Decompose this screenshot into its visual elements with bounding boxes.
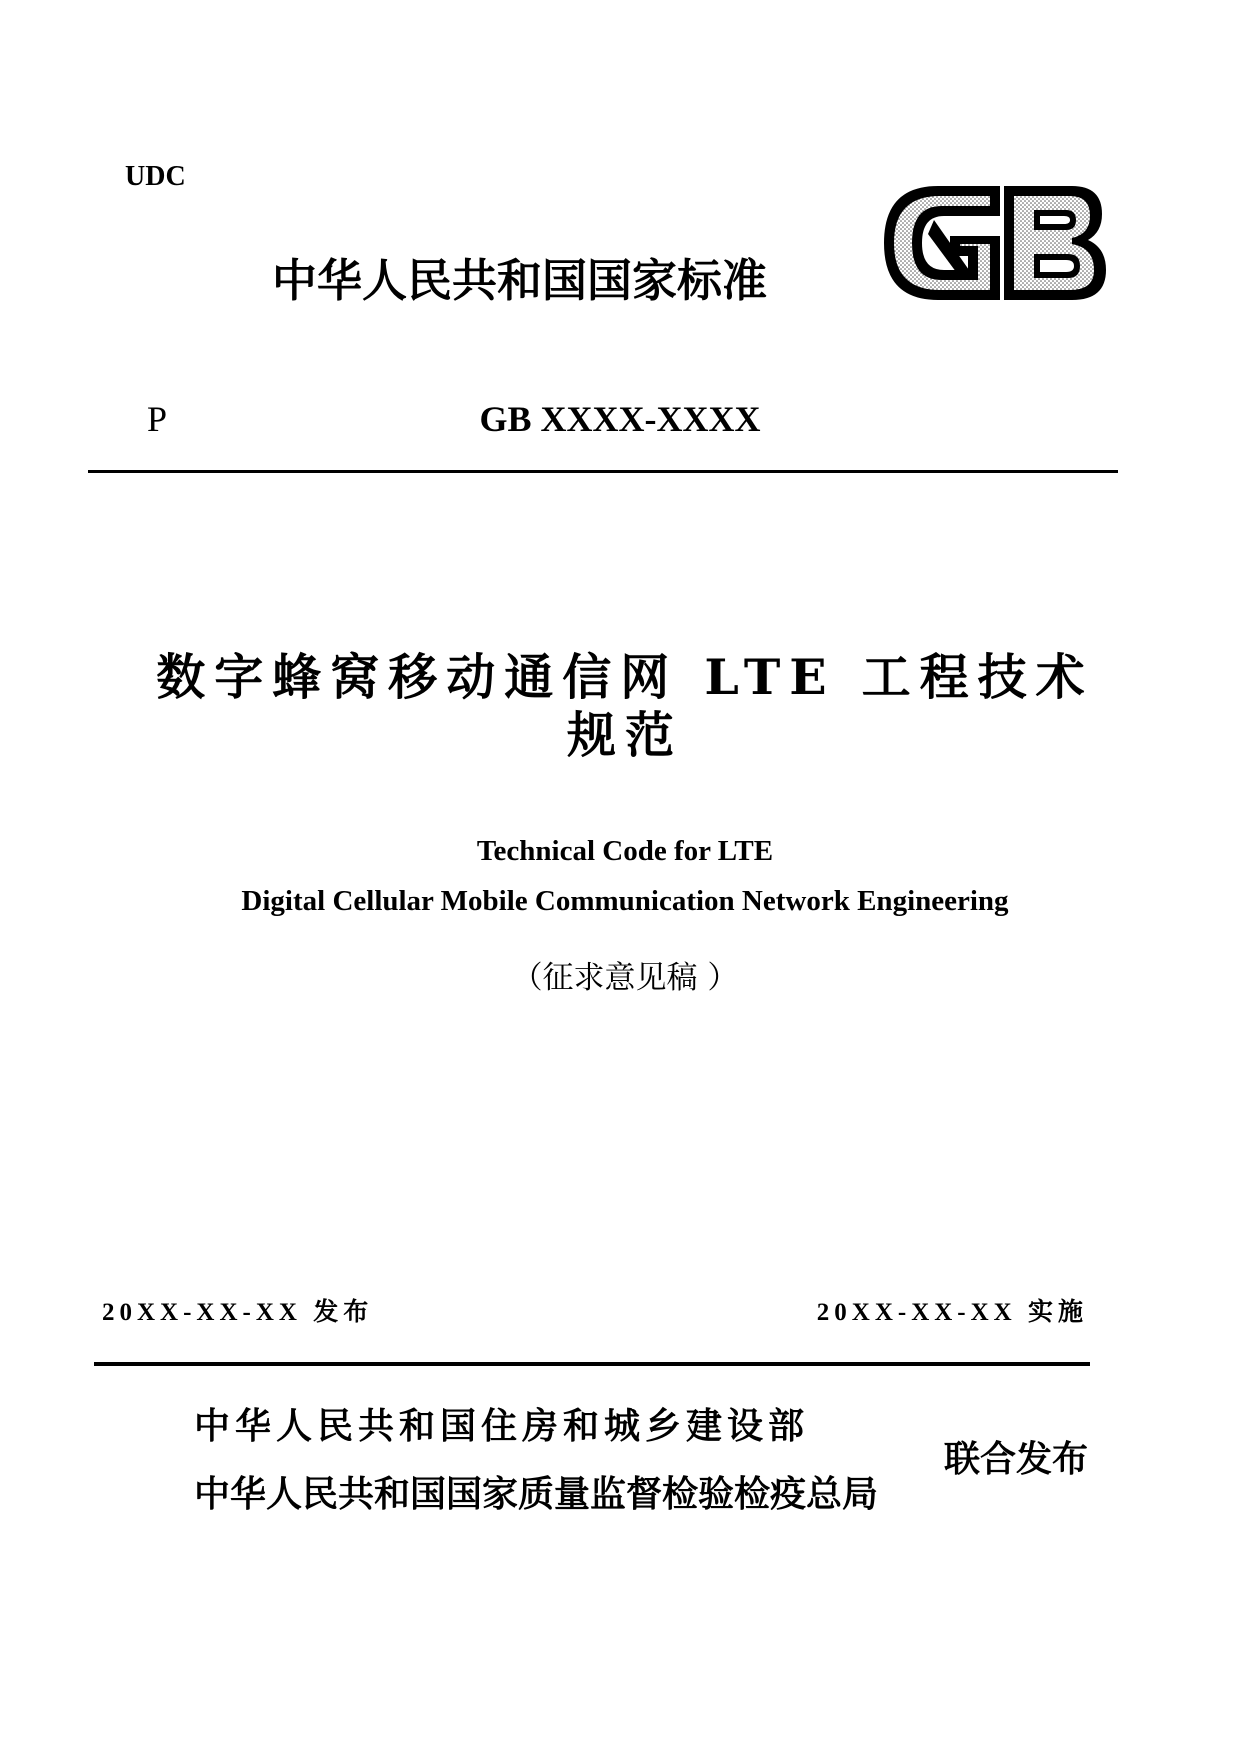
udc-label: UDC xyxy=(125,161,186,192)
gb-logo xyxy=(876,180,1108,306)
top-divider xyxy=(88,470,1118,473)
bottom-divider xyxy=(94,1362,1090,1366)
issuer-ministry-housing: 中华人民共和国住房和城乡建设部 xyxy=(194,1406,810,1447)
chinese-title xyxy=(140,648,1110,764)
joint-issue-label: 联合发布 xyxy=(944,1439,1089,1480)
draft-status: （征求意见稿 ） xyxy=(511,960,739,996)
english-title-line-1: Technical Code for LTE xyxy=(476,835,774,867)
classification-code: P xyxy=(147,399,168,439)
english-title xyxy=(120,826,1130,926)
standard-type-heading: 中华人民共和国国家标准 xyxy=(272,254,768,307)
english-title-line-2: Digital Cellular Mobile Communication Network Engineering xyxy=(241,885,1009,917)
chinese-title-line-2: 规范 xyxy=(566,706,683,764)
standard-number: GB XXXX-XXXX xyxy=(479,399,761,439)
chinese-title-line-1: 数字蜂窝移动通信网 LTE 工程技术 xyxy=(156,648,1094,706)
issuer-quality-supervision: 中华人民共和国国家质量监督检验检疫总局 xyxy=(194,1474,879,1515)
effective-date: 20XX-XX-XX 实施 xyxy=(816,1299,1088,1326)
issue-date: 20XX-XX-XX 发布 xyxy=(102,1299,374,1326)
